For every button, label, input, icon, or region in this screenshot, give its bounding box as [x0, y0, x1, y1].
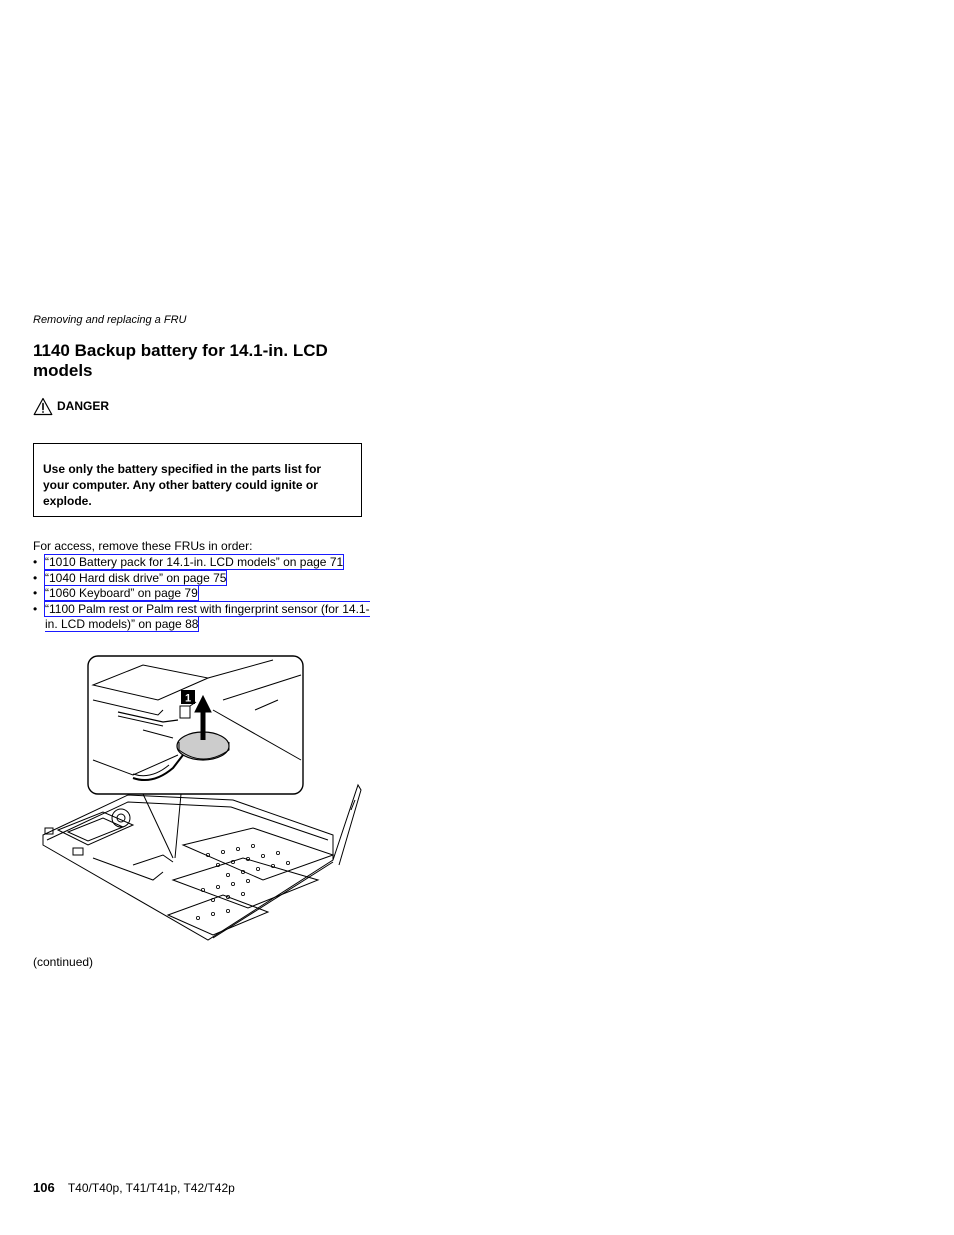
list-item [33, 586, 373, 602]
backup-battery-illustration [33, 650, 363, 950]
laptop-base-drawing [43, 785, 361, 940]
page-number: 106 [33, 1180, 55, 1195]
bullet: • [33, 555, 38, 569]
fru-list [33, 555, 373, 633]
bullet: • [33, 586, 38, 600]
list-item [33, 571, 373, 587]
page-footer [33, 1180, 235, 1195]
link-hard-disk-drive[interactable]: “1040 Hard disk drive” on page 75 [45, 570, 227, 585]
danger-notice-box [33, 443, 362, 517]
bullet: • [33, 601, 38, 616]
danger-heading [33, 396, 109, 416]
danger-notice-text: Use only the battery specified in the parts list for your computer. Any other battery could ignite or explode. [43, 462, 322, 508]
access-intro: For access, remove these FRUs in order: [33, 539, 253, 553]
link-keyboard[interactable]: “1060 Keyboard” on page 79 [45, 586, 198, 600]
model-list: T40/T40p, T41/T41p, T42/T42p [67, 1181, 235, 1195]
danger-label: DANGER [57, 399, 110, 413]
section-title: 1140 Backup battery for 14.1-in. LCD models [33, 341, 328, 380]
step-number-label: 1 [184, 692, 192, 705]
link-palm-rest[interactable]: “1100 Palm rest or Palm rest with fingerprint sensor (for 14.1-in. LCD models)” on page 88 [45, 601, 370, 631]
running-head: Removing and replacing a FRU [33, 314, 187, 326]
magnified-callout [88, 656, 303, 794]
list-item [33, 555, 373, 571]
warning-triangle-icon [33, 397, 53, 416]
list-item [33, 602, 373, 633]
link-battery-pack[interactable]: “1010 Battery pack for 14.1-in. LCD models” on page 71 [45, 555, 344, 569]
continued-note: (continued) [33, 955, 94, 969]
bullet: • [33, 570, 38, 585]
